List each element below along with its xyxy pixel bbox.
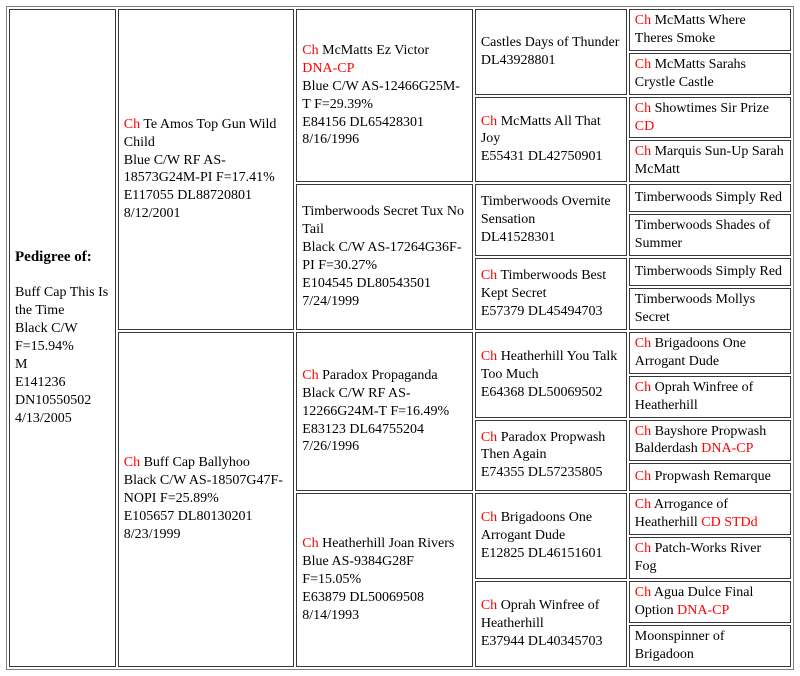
pedigree-cell-gen2-3 <box>296 493 473 666</box>
pedigree-cell-gen4-14 <box>629 581 791 623</box>
pedigree-table <box>6 6 794 670</box>
pedigree-cell-gen4-7 <box>629 288 791 330</box>
pedigree-cell-gen2-0 <box>296 9 473 182</box>
pedigree-cell-gen3-5 <box>475 420 627 492</box>
dog-info-line: Blue AS-9384G28F <box>302 554 414 570</box>
champion-prefix: Ch <box>634 335 652 351</box>
pedigree-cell-gen3-3 <box>475 258 627 330</box>
dog-name: Oprah Winfree of Heatherhill <box>480 597 600 631</box>
root-info-line: DN10550502 <box>15 392 92 408</box>
pedigree-of-heading: Pedigree of: <box>15 249 92 266</box>
dog-name: Agua Dulce Final Option <box>634 584 754 618</box>
dog-name: Castles Days of Thunder <box>480 34 620 50</box>
champion-prefix: Ch <box>634 423 652 439</box>
champion-prefix: Ch <box>634 56 652 72</box>
pedigree-cell-gen4-15 <box>629 625 791 667</box>
champion-prefix: Ch <box>480 510 498 526</box>
dog-name: McMatts Sarahs Crystle Castle <box>634 56 746 90</box>
dog-info-line: E57379 DL45494703 <box>480 303 603 319</box>
dog-title: DNA-CP <box>302 60 355 76</box>
pedigree-cell-gen3-0 <box>475 9 627 95</box>
dog-name: Timberwoods Secret Tux No Tail <box>302 204 464 238</box>
pedigree-row <box>9 332 791 374</box>
dog-info-line: E83123 DL64755204 <box>302 421 425 437</box>
dog-name: Timberwoods Mollys Secret <box>634 292 756 325</box>
pedigree-cell-gen4-8 <box>629 332 791 374</box>
dog-info-line: DL41528301 <box>480 230 556 246</box>
champion-prefix: Ch <box>480 597 498 613</box>
champion-prefix: Ch <box>302 42 319 58</box>
dog-name: Timberwoods Simply Red <box>634 264 783 280</box>
dog-name: Te Amos Top Gun Wild Child <box>123 116 277 150</box>
dog-info-line: E37944 DL40345703 <box>480 633 603 649</box>
pedigree-cell-gen3-7 <box>475 581 627 667</box>
dog-info-line: Black C/W AS-17264G36F-PI F=30.27% <box>302 240 462 274</box>
dog-title: CD STDd <box>701 515 758 531</box>
dog-info-line: Blue C/W AS-12466G25M-T F=29.39% <box>302 78 460 112</box>
pedigree-cell-gen4-11 <box>629 463 791 491</box>
champion-prefix: Ch <box>123 116 141 132</box>
champion-prefix: Ch <box>634 497 652 513</box>
dog-info-line: E55431 DL42750901 <box>480 149 603 165</box>
dog-name: Bayshore Propwash Balderdash <box>634 423 767 457</box>
pedigree-cell-gen2-2 <box>296 332 473 491</box>
dog-name: Brigadoons One Arrogant Dude <box>480 510 593 544</box>
champion-prefix: Ch <box>480 348 498 364</box>
root-info-line: M <box>15 356 28 372</box>
pedigree-cell-dam <box>118 332 295 667</box>
pedigree-cell-gen4-9 <box>629 376 791 418</box>
dog-name: Marquis Sun-Up Sarah McMatt <box>634 144 784 178</box>
champion-prefix: Ch <box>634 100 652 116</box>
root-info-line: 4/13/2005 <box>15 410 72 426</box>
dog-title: CD <box>634 118 655 134</box>
root-dog-name: Buff Cap This Is the Time <box>15 285 109 319</box>
pedigree-cell-gen3-6 <box>475 493 627 579</box>
champion-prefix: Ch <box>634 584 652 600</box>
dog-info-line: E64368 DL50069502 <box>480 384 603 400</box>
champion-prefix: Ch <box>634 379 652 395</box>
dog-name: Buff Cap Ballyhoo <box>143 455 250 471</box>
pedigree-cell-gen4-13 <box>629 537 791 579</box>
dog-info-line: E84156 DL65428301 <box>302 114 425 130</box>
dog-info-line: DL43928801 <box>480 52 556 68</box>
pedigree-cell-gen2-1 <box>296 184 473 330</box>
pedigree-root-cell <box>9 9 116 667</box>
pedigree-cell-gen3-1 <box>475 97 627 183</box>
dog-name: Patch-Works River Fog <box>634 541 762 575</box>
pedigree-cell-gen3-4 <box>475 332 627 418</box>
pedigree-cell-gen4-12 <box>629 493 791 535</box>
dog-name: Paradox Propaganda <box>322 367 438 383</box>
champion-prefix: Ch <box>634 469 652 485</box>
champion-prefix: Ch <box>480 113 498 129</box>
dog-name: McMatts All That Joy <box>480 113 601 147</box>
pedigree-cell-gen4-2 <box>629 97 791 139</box>
champion-prefix: Ch <box>480 268 498 284</box>
dog-info-line: 8/16/1996 <box>302 132 360 148</box>
pedigree-cell-gen3-2 <box>475 184 627 256</box>
dog-name: Arrogance of Heatherhill <box>634 497 729 531</box>
dog-name: Showtimes Sir Prize <box>654 100 769 116</box>
dog-info-line: 8/14/1993 <box>302 607 360 623</box>
dog-name: Propwash Remarque <box>654 469 771 485</box>
root-info-line: Black C/W <box>15 321 78 337</box>
champion-prefix: Ch <box>480 429 498 445</box>
pedigree-cell-gen4-6 <box>629 258 791 286</box>
dog-name: Timberwoods Overnite Sensation <box>480 194 611 228</box>
dog-name: Paradox Propwash Then Again <box>480 429 606 463</box>
dog-name: Oprah Winfree of Heatherhill <box>634 379 754 413</box>
champion-prefix: Ch <box>302 367 319 383</box>
dog-info-line: Black C/W AS-18507G47F-NOPI F=25.89% <box>123 473 283 507</box>
dog-info-line: E105657 DL80130201 <box>123 509 253 525</box>
dog-info-line: 7/26/1996 <box>302 439 360 455</box>
champion-prefix: Ch <box>302 536 319 552</box>
dog-name: Brigadoons One Arrogant Dude <box>634 335 746 369</box>
pedigree-cell-gen4-0 <box>629 9 791 51</box>
dog-name: Heatherhill Joan Rivers <box>322 536 455 552</box>
dog-name: McMatts Where Theres Smoke <box>634 13 746 46</box>
dog-info-line: F=15.05% <box>302 571 362 587</box>
dog-info-line: E12825 DL46151601 <box>480 546 603 562</box>
champion-prefix: Ch <box>634 13 652 28</box>
dog-info-line: Blue C/W RF AS-18573G24M-PI F=17.41% <box>123 152 275 186</box>
root-info-line: E141236 <box>15 374 66 390</box>
dog-title: DNA-CP <box>677 602 730 618</box>
dog-name: Heatherhill You Talk Too Much <box>480 348 618 382</box>
pedigree-cell-gen4-4 <box>629 184 791 212</box>
dog-name: Moonspinner of Brigadoon <box>634 628 725 662</box>
pedigree-cell-gen4-10 <box>629 420 791 462</box>
dog-name: Timberwoods Best Kept Secret <box>480 268 607 302</box>
champion-prefix: Ch <box>634 541 652 557</box>
pedigree-cell-sire <box>118 9 295 330</box>
pedigree-cell-gen4-3 <box>629 140 791 182</box>
champion-prefix: Ch <box>634 144 652 160</box>
dog-name: McMatts Ez Victor <box>322 42 430 58</box>
dog-info-line: E117055 DL88720801 <box>123 188 252 204</box>
dog-name: Timberwoods Simply Red <box>634 190 783 206</box>
dog-info-line: 8/23/1999 <box>123 527 181 543</box>
pedigree-row <box>9 9 791 51</box>
dog-info-line: Black C/W RF AS-12266G24M-T F=16.49% <box>302 385 450 419</box>
dog-info-line: E104545 DL80543501 <box>302 275 432 291</box>
pedigree-cell-gen4-1 <box>629 53 791 95</box>
dog-info-line: E63879 DL50069508 <box>302 589 425 605</box>
pedigree-cell-gen4-5 <box>629 214 791 256</box>
champion-prefix: Ch <box>123 455 141 471</box>
dog-title: DNA-CP <box>701 441 754 457</box>
dog-info-line: E74355 DL57235805 <box>480 465 603 481</box>
dog-name: Timberwoods Shades of Summer <box>634 218 771 252</box>
dog-info-line: 8/12/2001 <box>123 206 181 222</box>
root-info-line: F=15.94% <box>15 338 74 354</box>
dog-info-line: 7/24/1999 <box>302 293 360 309</box>
